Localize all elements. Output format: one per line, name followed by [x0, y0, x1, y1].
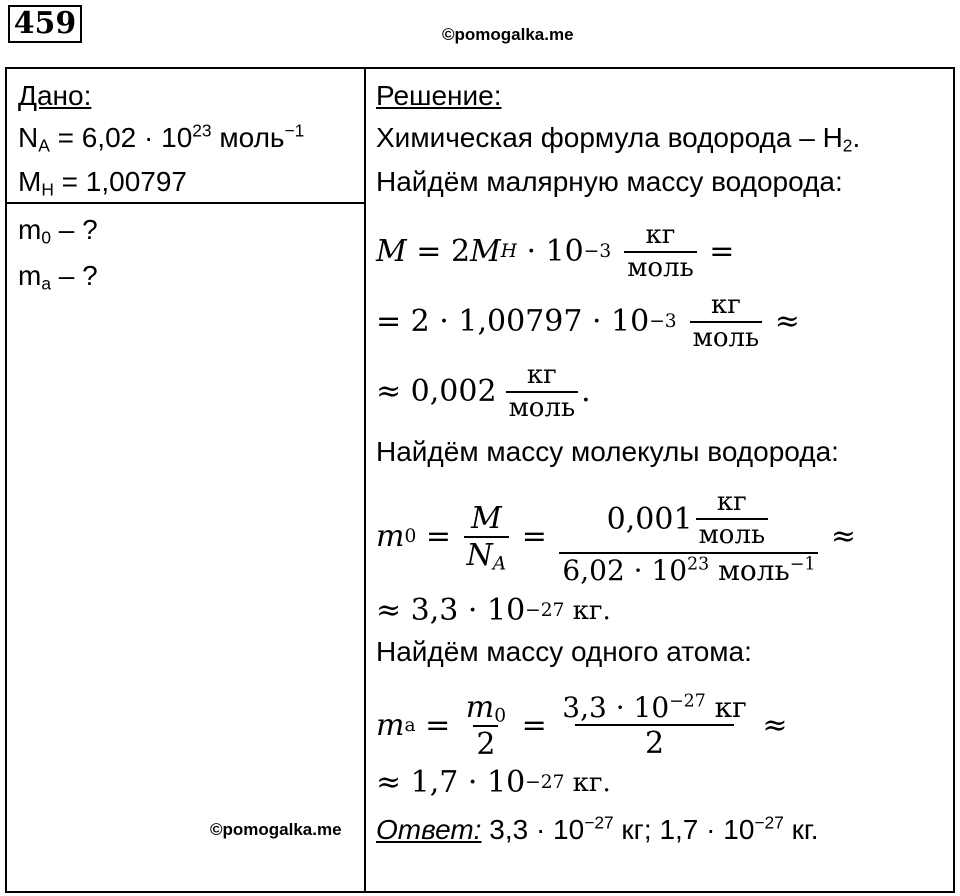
given-hydrogen-mass: $M_H = 1,00797$ — [18, 166, 187, 200]
watermark-top: ©pomogalka.me — [442, 25, 574, 44]
unit-fraction: $\frac{кг}{\text{моль}}$ — [696, 489, 769, 550]
solution-molecule-heading: Найдём массу молекулы водорода: — [376, 436, 839, 467]
fraction-molecule-mass-value: 0,001 $\frac{кг}{\text{моль}}$ $6,02 \cdot 10^{23}$ моль$^{-1}$ — [559, 489, 818, 585]
answer-label: Ответ: — [376, 814, 482, 845]
find-ma: $m_a$ – ? — [18, 260, 98, 294]
equation-molar-mass-1: M = 2 M H · 10 −3 $\frac{кг}{\text{моль}}$ = — [376, 219, 735, 283]
equation-atom-mass: m a = $\frac{m_0}{2}$ = $\frac{3,3 \cdot 10^{-27} кг}{2}$ ≈ — [376, 689, 788, 762]
watermark-bottom: ©pomogalka.me — [210, 820, 342, 839]
column-divider — [364, 69, 366, 891]
unit-fraction: $\frac{кг}{\text{моль}}$ — [624, 222, 697, 283]
answer-line: Ответ: $3,3 \cdot 10^{-27}$ кг; $1,7 \cdot 10^{-27}$ кг. — [376, 812, 819, 845]
unit-fraction: $\frac{кг}{\text{моль}}$ — [506, 362, 579, 423]
equation-atom-result: ≈ 1,7 · 10 −27 кг. — [376, 765, 611, 800]
unit-fraction: $\frac{кг}{\text{моль}}$ — [690, 292, 763, 353]
equation-molecule-result: ≈ 3,3 · 10 −27 кг. — [376, 593, 611, 628]
given-heading: Дано: — [18, 80, 92, 111]
problem-number: 459 — [8, 5, 82, 43]
given-avogadro: $N_A = 6,02 \cdot 10^{23}$ моль$^{-1}$ — [18, 120, 305, 156]
find-m0: $m_0$ – ? — [18, 214, 98, 248]
equation-molecule-mass: m 0 = $\frac{M}{N_A}$ = 0,001 $\frac{кг}{\text{моль}}$ $6,02 \cdot 10^{23}$ моль$^{-1}$ ≈ — [376, 487, 857, 587]
equation-molar-mass-2: = 2 · 1,00797 · 10 −3 $\frac{кг}{\text{моль}}$ ≈ — [376, 289, 800, 353]
solution-atom-heading: Найдём массу одного атома: — [376, 636, 752, 667]
solution-molar-heading: Найдём малярную массу водорода: — [376, 166, 843, 197]
solution-table — [5, 67, 955, 893]
fraction-atom-mass-value: $\frac{3,3 \cdot 10^{-27} кг}{2}$ — [562, 690, 747, 761]
solution-formula-line: Химическая формула водорода – $H_2$. — [376, 122, 861, 156]
given-find-divider — [7, 202, 364, 204]
fraction-m0-over-2: $\frac{m_0}{2}$ — [465, 689, 507, 762]
equation-molar-mass-3: ≈ 0,002 $\frac{кг}{\text{моль}}$ . — [376, 359, 591, 423]
solution-heading: Решение: — [376, 80, 502, 111]
fraction-m-over-na: $\frac{M}{N_A}$ — [464, 503, 510, 572]
